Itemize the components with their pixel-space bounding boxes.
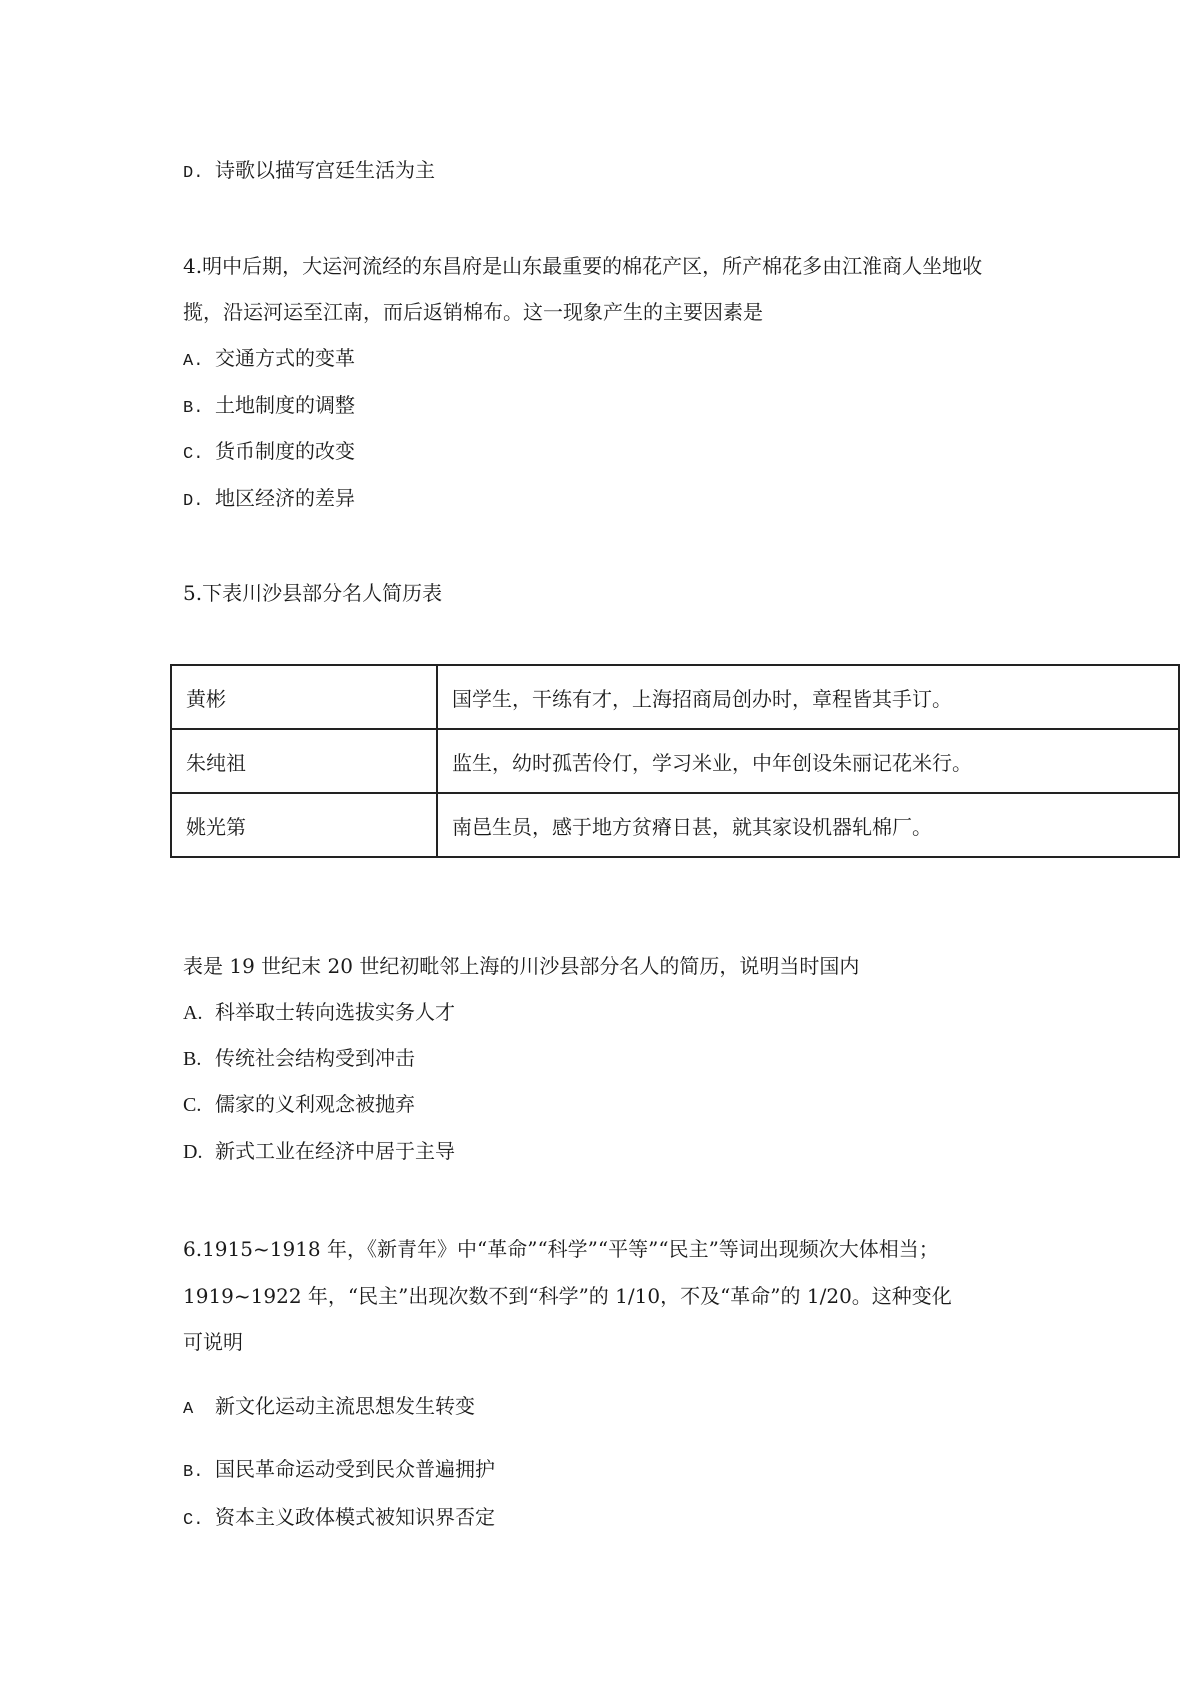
option-letter: D. [183, 164, 204, 183]
q4-stem-line1: 4.明中后期，大运河流经的东昌府是山东最重要的棉花产区，所产棉花多由江淮商人坐地收 [183, 254, 983, 278]
q6-option-a [183, 1393, 475, 1423]
option-text: 新式工业在经济中居于主导 [215, 1139, 455, 1163]
table-cell-name: 姚光第 [171, 793, 437, 857]
option-letter: D. [183, 492, 204, 511]
option-text: 交通方式的变革 [215, 346, 355, 370]
option-text: 地区经济的差异 [215, 486, 355, 510]
option-text: 传统社会结构受到冲击 [215, 1046, 415, 1070]
option-letter: D. [183, 1141, 203, 1163]
option-letter: C. [183, 1511, 204, 1530]
table-cell-bio: 国学生，干练有才，上海招商局创办时，章程皆其手订。 [437, 665, 1179, 729]
q6-option-c [183, 1504, 495, 1534]
q5-bio-table [170, 664, 1180, 858]
table-row [171, 665, 1179, 729]
table-row [171, 793, 1179, 857]
option-text: 资本主义政体模式被知识界否定 [215, 1505, 495, 1529]
q3-option-d [183, 157, 435, 187]
q5-option-c [183, 1091, 415, 1118]
table-cell-bio: 监生，幼时孤苦伶仃，学习米业，中年创设朱丽记花米行。 [437, 729, 1179, 793]
q4-stem-line2: 揽，沿运河运至江南，而后返销棉布。这一现象产生的主要因素是 [183, 300, 763, 324]
q5-option-d [183, 1138, 455, 1165]
q4-option-b [183, 392, 355, 422]
q5-option-a [183, 999, 455, 1026]
option-text: 货币制度的改变 [215, 439, 355, 463]
option-letter: C. [183, 1094, 202, 1116]
q4-option-c [183, 438, 355, 468]
option-text: 诗歌以描写宫廷生活为主 [215, 158, 435, 182]
table-cell-bio: 南邑生员，感于地方贫瘠日甚，就其家设机器轧棉厂。 [437, 793, 1179, 857]
q5-option-b [183, 1045, 415, 1072]
option-letter: A [183, 1400, 194, 1419]
q6-stem-line2: 1919~1922 年，“民主”出现次数不到“科学”的 1/10，不及“革命”的 1/20。这种变化 [183, 1284, 952, 1308]
option-letter: A. [183, 1002, 203, 1024]
q6-option-b [183, 1456, 495, 1486]
option-letter: B. [183, 1463, 204, 1482]
option-letter: B. [183, 399, 204, 418]
table-row [171, 729, 1179, 793]
option-text: 国民革命运动受到民众普遍拥护 [215, 1457, 495, 1481]
option-text: 新文化运动主流思想发生转变 [215, 1394, 475, 1418]
q6-stem-line3: 可说明 [183, 1330, 243, 1354]
table-cell-name: 黄彬 [171, 665, 437, 729]
q4-option-a [183, 345, 355, 375]
option-text: 科举取士转向选拔实务人才 [215, 1000, 455, 1024]
q4-option-d [183, 485, 355, 515]
table-cell-name: 朱纯祖 [171, 729, 437, 793]
option-text: 土地制度的调整 [215, 393, 355, 417]
option-text: 儒家的义利观念被抛弃 [215, 1092, 415, 1116]
q6-stem-line1: 6.1915~1918 年，《新青年》中“革命”“科学”“平等”“民主”等词出现频次大体相当； [183, 1237, 939, 1261]
option-letter: B. [183, 1048, 202, 1070]
option-letter: C. [183, 445, 204, 464]
q5-title: 5.下表川沙县部分名人简历表 [183, 581, 443, 605]
option-letter: A. [183, 352, 204, 371]
q5-stem: 表是 19 世纪末 20 世纪初毗邻上海的川沙县部分名人的简历，说明当时国内 [183, 954, 860, 978]
